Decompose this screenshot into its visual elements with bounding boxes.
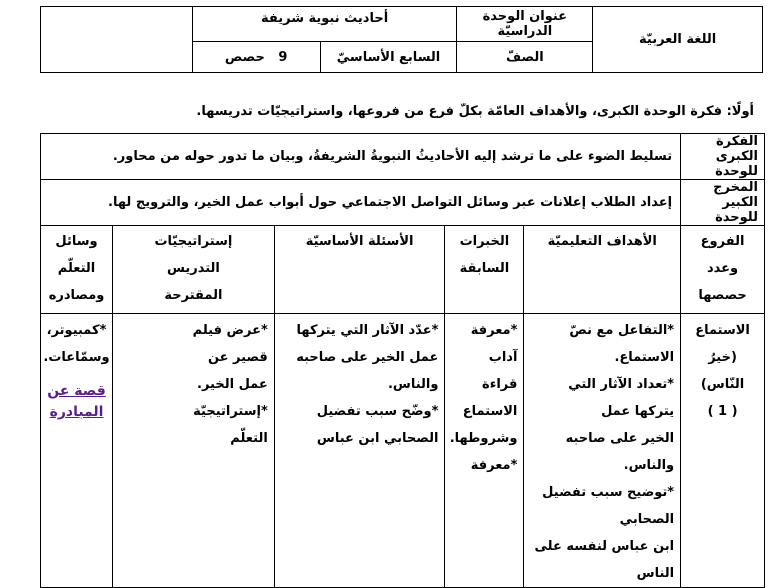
subject-cell [593,7,763,73]
unit-title-value: أحاديث نبوية شريفة [261,11,389,26]
grade-value-cell [320,42,457,73]
row1-questions: *عدّد الآثار التي يتركها عمل الخير على صاحبه والناس. *وضّح سبب تفضيل الصحابي ابن عباس [274,314,445,588]
objectives-header: الأهداف التعليميّة [524,226,681,314]
section-intro: أولًا: فكرة الوحدة الكبرى، والأهداف العامّة بكلّ فرع من فروعها، واستراتيجيّات تدريسها. [196,104,754,119]
blank-header-cell [41,7,193,73]
big-idea-value: تسليط الضوء على ما ترشد إليه الأحاديثُ النبويةُ الشريفةُ، وبيان ما تدور حوله من محاور. [112,149,673,164]
major-output-label: المخرج الكبير للوحدة [713,180,758,225]
row1-resources: *كمبيوتر، وسمّاعات. قصة عن المبادرة [41,314,113,588]
big-idea-value-cell [41,134,681,180]
story-link[interactable]: قصة عن المبادرة [47,383,106,420]
periods-number: 9 [278,49,288,65]
periods-word: حصص [224,49,265,65]
resources-header: وسائل التعلّم ومصادره [41,226,113,314]
strategies-header: إستراتيجيّات التدريس المقترحة [113,226,275,314]
periods-cell [192,42,320,73]
big-idea-label: الفكرة الكبرى للوحدة [715,134,758,179]
branches-header: الفروع وعدد حصصها [681,226,765,314]
prior-experience-header: الخبرات السابقة [445,226,524,314]
row1-branch: الاستماع (خيرُ النّاس) ( 1 ) [681,314,765,588]
big-idea-label-cell [681,134,765,180]
grade-label: الصفّ [506,49,544,65]
grade-label-cell [457,42,593,73]
row1-objectives: *التفاعل مع نصّ الاستماع. *تعداد الآثار التي يتركها عمل الخير على صاحبه والناس. *توضيح سبب تفضيل الصحابي ابن عباس لنفسه على الناس [524,314,681,588]
subject: اللغة العربيّة [639,32,717,47]
unit-title-label: عنوان الوحدة الدراسيّة [482,9,568,39]
grade-value: السابع الأساسيّ [336,49,441,65]
unit-plan-table [40,133,765,588]
row1-strategies: *عرض فيلم قصير عن عمل الخير. *إستراتيجيّة التعلّم [113,314,275,588]
unit-title-value-cell [192,7,457,42]
unit-title-label-cell [457,7,593,42]
major-output-label-cell [681,180,765,226]
unit-header-table [40,6,763,73]
row1-prior-experience: *معرفة آداب قراءة الاستماع وشروطها. *معرفة [445,314,524,588]
major-output-value: إعداد الطلاب إعلانات عبر وسائل التواصل الاجتماعي حول أبواب عمل الخير، والترويج لها. [108,195,673,210]
major-output-value-cell [41,180,681,226]
questions-header: الأسئلة الأساسيّة [274,226,445,314]
